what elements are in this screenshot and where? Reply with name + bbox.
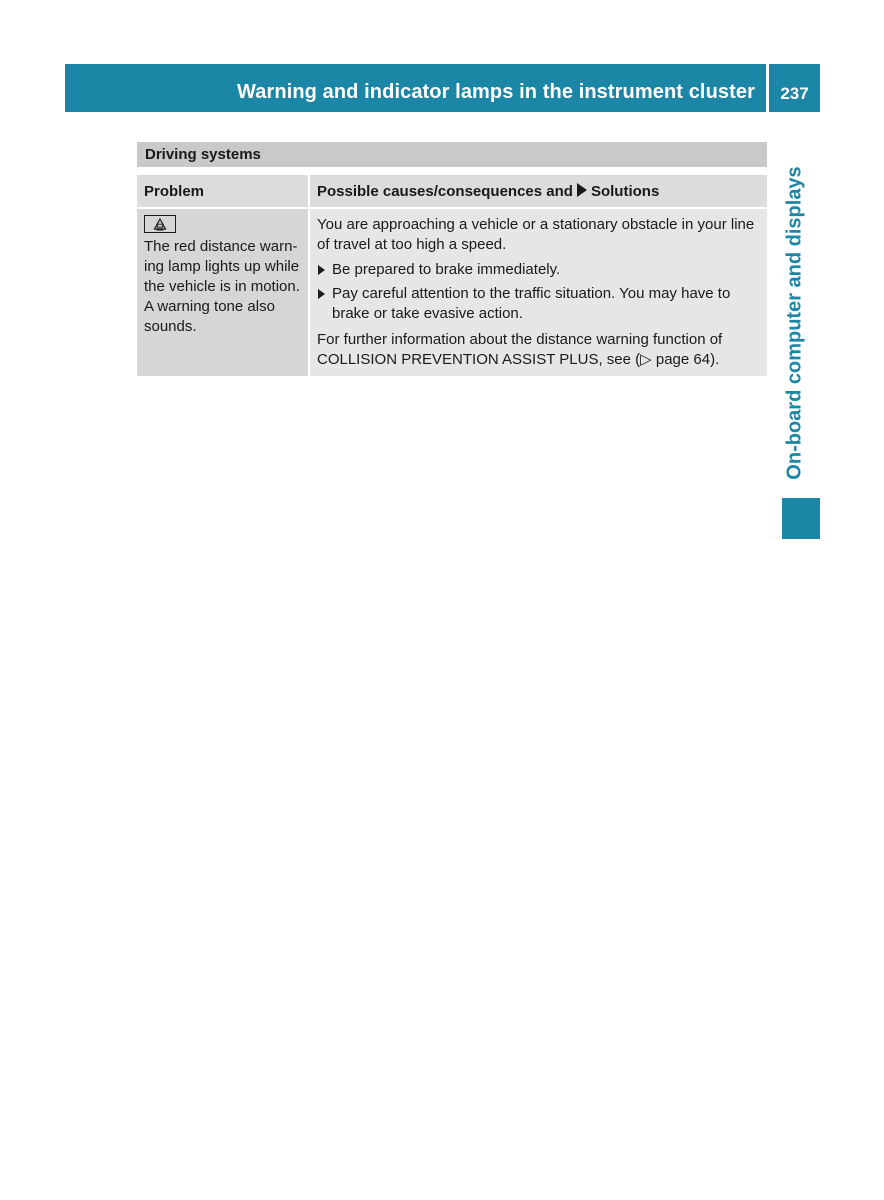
distance-warning-lamp-icon	[144, 215, 176, 233]
column-header-problem-label: Problem	[144, 183, 205, 200]
table-header-row	[137, 175, 767, 207]
bullet-arrow-icon	[318, 289, 325, 299]
solution-item	[317, 284, 761, 324]
cause-text: You are approaching a vehicle or a stationary obstacle in your line of travel at too high a speed.	[317, 216, 755, 253]
page-number: 237	[780, 84, 809, 103]
warning-lamp-table	[137, 142, 767, 376]
chapter-tab	[776, 157, 814, 489]
column-header-problem	[137, 175, 308, 207]
causes-cell	[310, 209, 767, 376]
column-header-causes	[310, 175, 767, 207]
further-info-note: For further information about the distance warning function of COLLISION PREVENTION ASSIST PLUS, see (▷ page 64).	[317, 331, 723, 368]
solution-arrow-icon	[577, 183, 587, 197]
table-row	[137, 209, 767, 376]
header-bar	[65, 64, 766, 112]
column-header-solutions-label: Solutions	[590, 183, 660, 200]
solution-text: Be prepared to brake immediately.	[332, 261, 561, 278]
chapter-tab-marker	[782, 498, 820, 539]
table-section-header	[137, 142, 767, 167]
solution-text: Pay careful attention to the traffic situation. You may have to brake or take evasive action.	[332, 285, 731, 322]
section-title: Driving systems	[145, 146, 261, 163]
page-title: Warning and indicator lamps in the instrument cluster	[237, 81, 755, 103]
problem-description: The red distance warn- ing lamp lights up while the vehicle is in motion. A warning tone also sounds.	[144, 238, 300, 335]
bullet-arrow-icon	[318, 265, 325, 275]
solution-item	[317, 260, 761, 280]
column-header-causes-label: Possible causes/consequences and	[317, 183, 573, 200]
problem-cell	[137, 209, 308, 376]
chapter-tab-label: On-board computer and displays	[783, 166, 806, 480]
page-number-box	[769, 64, 820, 112]
